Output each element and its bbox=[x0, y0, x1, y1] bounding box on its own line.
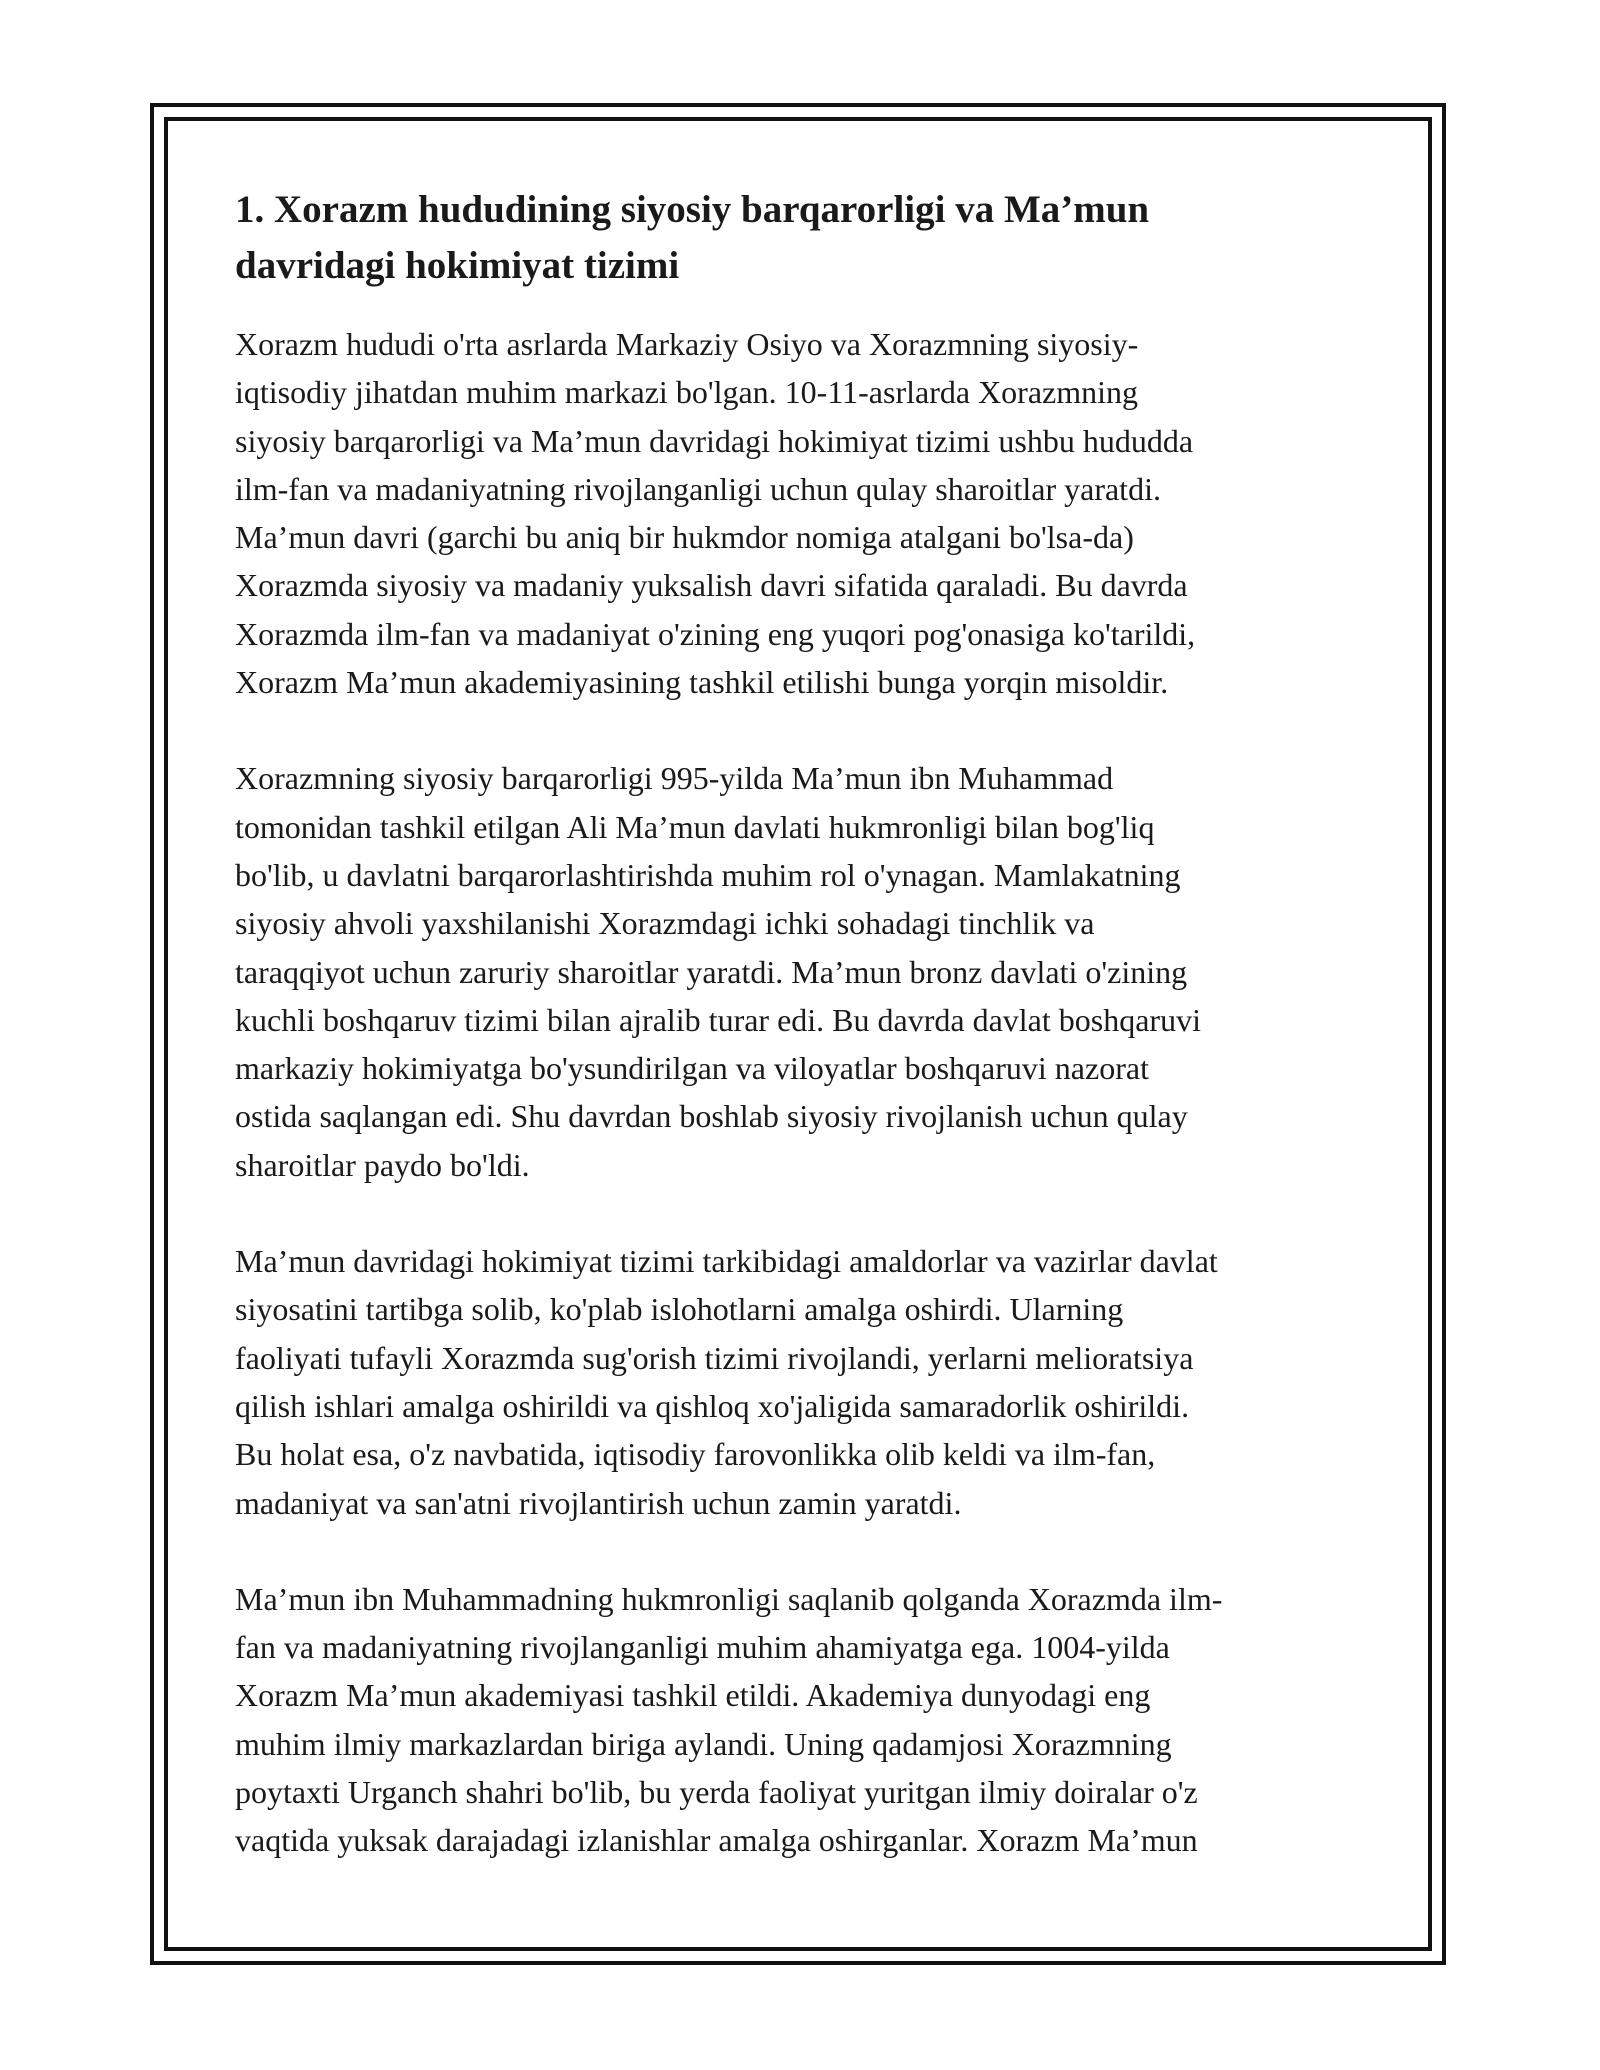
text-line: markaziy hokimiyatga bo'ysundirilgan va viloyatlar boshqaruvi nazorat bbox=[235, 1050, 1149, 1087]
heading-line: davridagi hokimiyat tizimi bbox=[235, 244, 680, 287]
text-line: ostida saqlangan edi. Shu davrdan boshlab siyosiy rivojlanish uchun qulay bbox=[235, 1098, 1188, 1135]
text-line: fan va madaniyatning rivojlanganligi muhim ahamiyatga ega. 1004-yilda bbox=[235, 1629, 1170, 1666]
text-line: Bu holat esa, o'z navbatida, iqtisodiy farovonlikka olib keldi va ilm-fan, bbox=[235, 1436, 1156, 1473]
text-line: Xorazm Ma’mun akademiyasi tashkil etildi. Akademiya dunyodagi eng bbox=[235, 1677, 1151, 1714]
text-line: bo'lib, u davlatni barqarorlashtirishda muhim rol o'ynagan. Mamlakatning bbox=[235, 856, 1181, 893]
text-line: Xorazm Ma’mun akademiyasining tashkil etilishi bunga yorqin misoldir. bbox=[235, 664, 1169, 701]
text-line: siyosiy barqarorligi va Ma’mun davridagi hokimiyat tizimi ushbu hududda bbox=[235, 422, 1194, 459]
text-line: siyosatini tartibga solib, ko'plab islohotlarni amalga oshirdi. Ularning bbox=[235, 1291, 1124, 1328]
text-line: Xorazm hududi o'rta asrlarda Markaziy Osiyo va Xorazmning siyosiy- bbox=[235, 326, 1139, 362]
text-line: siyosiy ahvoli yaxshilanishi Xorazmdagi ichki sohadagi tinchlik va bbox=[235, 905, 1095, 942]
text-line: ilm-fan va madaniyatning rivojlanganligi uchun qulay sharoitlar yaratdi. bbox=[235, 470, 1161, 507]
text-line: Ma’mun davridagi hokimiyat tizimi tarkibidagi amaldorlar va vazirlar davlat bbox=[235, 1243, 1218, 1280]
text-line: qilish ishlari amalga oshirildi va qishloq xo'jaligida samaradorlik oshirildi. bbox=[235, 1387, 1190, 1424]
text-line: Xorazmning siyosiy barqarorligi 995-yilda Ma’mun ibn Muhammad bbox=[235, 760, 1114, 797]
paragraph-3 bbox=[235, 1237, 1375, 1527]
text-line: Xorazmda ilm-fan va madaniyat o'zining eng yuqori pog'onasiga ko'tarildi, bbox=[235, 615, 1196, 652]
text-line: taraqqiyot uchun zaruriy sharoitlar yaratdi. Ma’mun bronz davlati o'zining bbox=[235, 953, 1188, 990]
text-line: poytaxti Urganch shahri bo'lib, bu yerda faoliyat yuritgan ilmiy doiralar o'z bbox=[235, 1774, 1198, 1811]
text-line: Ma’mun ibn Muhammadning hukmronligi saqlanib qolganda Xorazmda ilm- bbox=[235, 1580, 1223, 1617]
text-line: tomonidan tashkil etilgan Ali Ma’mun davlati hukmronligi bilan bog'liq bbox=[235, 808, 1155, 845]
text-line: faoliyati tufayli Xorazmda sug'orish tizimi rivojlandi, yerlarni melioratsiya bbox=[235, 1339, 1194, 1376]
text-line: iqtisodiy jihatdan muhim markazi bo'lgan. 10-11-asrlarda Xorazmning bbox=[235, 374, 1139, 411]
paragraph-4 bbox=[235, 1575, 1375, 1865]
text-line: Ma’mun davri (garchi bu aniq bir hukmdor nomiga atalgani bo'lsa-da) bbox=[235, 519, 1134, 556]
paragraph-1 bbox=[235, 320, 1375, 706]
heading-line: 1. Xorazm hududining siyosiy barqarorligi va Ma’mun bbox=[235, 188, 1150, 231]
text-line: sharoitlar paydo bo'ldi. bbox=[235, 1146, 530, 1183]
document-body bbox=[235, 182, 1375, 1913]
paragraph-2 bbox=[235, 754, 1375, 1189]
section-heading bbox=[235, 182, 1375, 294]
text-line: muhim ilmiy markazlardan biriga aylandi. Uning qadamjosi Xorazmning bbox=[235, 1725, 1172, 1762]
text-line: kuchli boshqaruv tizimi bilan ajralib turar edi. Bu davrda davlat boshqaruvi bbox=[235, 1001, 1201, 1038]
text-line: vaqtida yuksak darajadagi izlanishlar amalga oshirganlar. Xorazm Ma’mun bbox=[235, 1822, 1198, 1859]
text-line: Xorazmda siyosiy va madaniy yuksalish davri sifatida qaraladi. Bu davrda bbox=[235, 567, 1188, 604]
text-line: madaniyat va san'atni rivojlantirish uchun zamin yaratdi. bbox=[235, 1484, 962, 1521]
